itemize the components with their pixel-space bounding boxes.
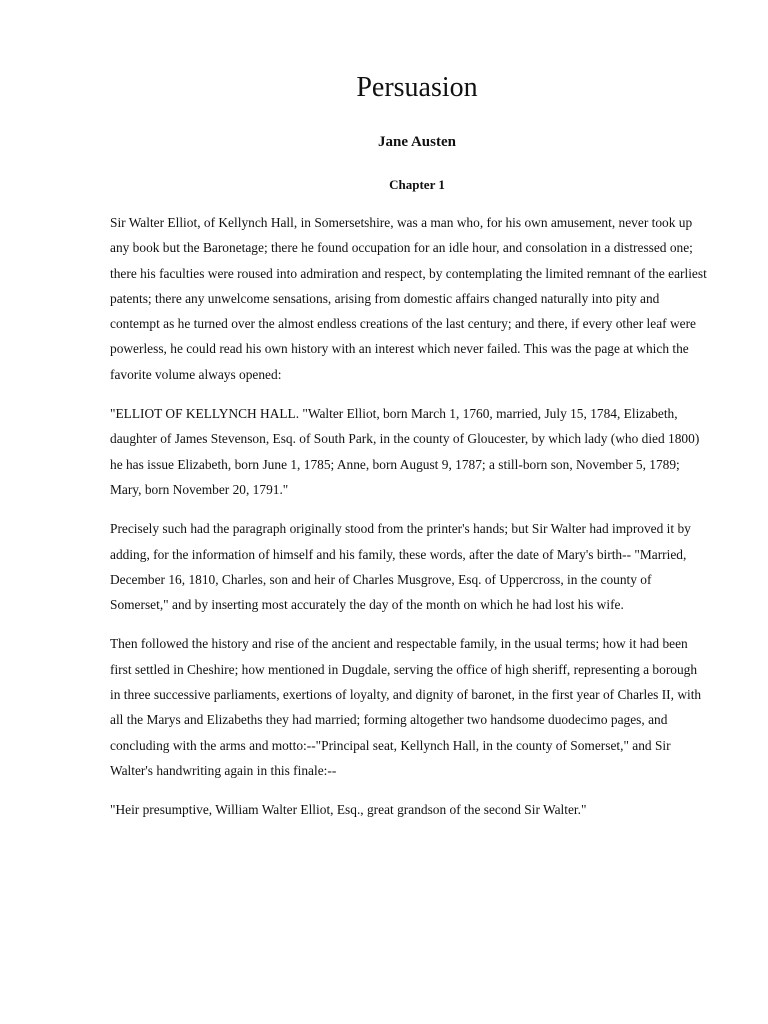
chapter-heading: Chapter 1 <box>389 177 445 192</box>
paragraph: Sir Walter Elliot, of Kellynch Hall, in Somersetshire, was a man who, for his own amusement, never took up any book but the Baronetage; there he found occupation for an idle hour, and consolation in a distressed one; there his faculties were roused into admiration and respect, by contemplating the limited remnant of the earliest patents; there any unwelcome sensations, arising from domestic affairs changed naturally into pity and contempt as he turned over the almost endless creations of the last century; and there, if every other leaf were powerless, he could read his own history with an interest which never failed. This was the page at which the favorite volume always opened: <box>110 215 707 382</box>
paragraph: Then followed the history and rise of the ancient and respectable family, in the usual terms; how it had been first settled in Cheshire; how mentioned in Dugdale, serving the office of high sheriff, representing a borough in three successive parliaments, exertions of loyalty, and dignity of baronet, in the first year of Charles II, with all the Marys and Elizabeths they had married; forming altogether two handsome duodecimo pages, and concluding with the arms and motto:--"Principal seat, Kellynch Hall, in the county of Somerset," and Sir Walter's handwriting again in this finale:-- <box>110 636 702 778</box>
paragraph: "ELLIOT OF KELLYNCH HALL. "Walter Elliot, born March 1, 1760, married, July 15, 1784, Elizabeth, daughter of James Stevenson, Esq. of South Park, in the county of Gloucester, by which lady (who died 1800) he has issue Elizabeth, born June 1, 1785; Anne, born August 9, 1787; a still-born son, November 5, 1789; Mary, born November 20, 1791." <box>110 406 700 497</box>
chapter-body <box>110 210 710 823</box>
book-title: Persuasion <box>356 72 478 103</box>
paragraph: Precisely such had the paragraph originally stood from the printer's hands; but Sir Walter had improved it by adding, for the information of himself and his family, these words, after the date of Mary's birth-- "Married, December 16, 1810, Charles, son and heir of Charles Musgrove, Esq. of Uppercross, in the county of Somerset," and by inserting most accurately the day of the month on which he had lost his wife. <box>110 521 691 613</box>
paragraph: "Heir presumptive, William Walter Elliot, Esq., great grandson of the second Sir Walter." <box>110 802 587 818</box>
author-name: Jane Austen <box>378 134 456 150</box>
